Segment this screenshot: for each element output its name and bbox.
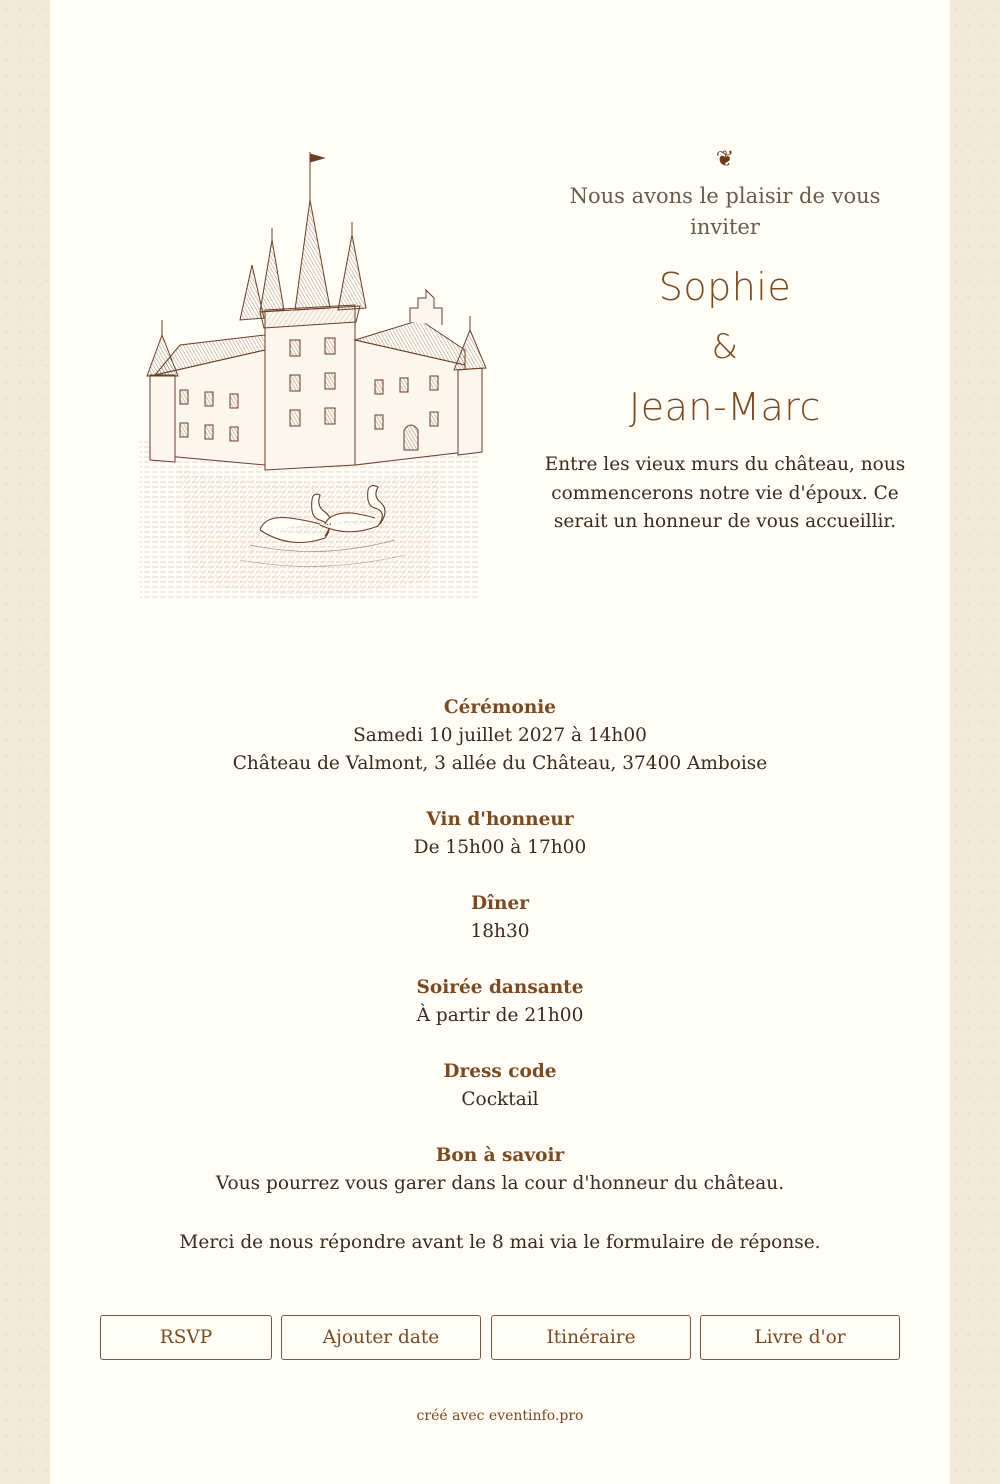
section-line: Château de Valmont, 3 allée du Château, 37400 Amboise <box>232 753 768 774</box>
section-title: Dîner <box>470 893 530 914</box>
intro-column <box>540 145 910 537</box>
reply-note: Merci de nous répondre avant le 8 mai via le formulaire de réponse. <box>179 1232 821 1253</box>
guestbook-button[interactable]: Livre d'or <box>700 1315 900 1360</box>
section-line: Vous pourrez vous garer dans la cour d'honneur du château. <box>215 1173 785 1194</box>
section-ceremony <box>0 694 1000 778</box>
groom-name: Jean-Marc <box>629 385 821 429</box>
section-title: Dress code <box>443 1061 557 1082</box>
invitation-message: Entre les vieux murs du château, nous commencerons notre vie d'époux. Ce serait un honneur de vous accueillir. <box>544 454 906 532</box>
section-dinner <box>0 890 1000 946</box>
section-dance <box>0 974 1000 1030</box>
section-line: Cocktail <box>461 1089 539 1110</box>
section-line: À partir de 21h00 <box>416 1005 584 1026</box>
castle-illustration <box>120 140 490 605</box>
itinerary-button[interactable]: Itinéraire <box>491 1315 691 1360</box>
section-title: Bon à savoir <box>435 1145 565 1166</box>
section-reception <box>0 806 1000 862</box>
rsvp-button[interactable]: RSVP <box>100 1315 272 1360</box>
invitation-line: Nous avons le plaisir de vous inviter <box>569 184 881 239</box>
ampersand: & <box>711 327 739 367</box>
details-list <box>0 694 1000 1226</box>
bride-name: Sophie <box>658 265 792 309</box>
section-line: 18h30 <box>470 921 530 942</box>
section-title: Soirée dansante <box>416 977 584 998</box>
section-good-to-know <box>0 1142 1000 1198</box>
section-dress-code <box>0 1058 1000 1114</box>
add-date-button[interactable]: Ajouter date <box>281 1315 481 1360</box>
couple-names <box>540 257 910 437</box>
section-title: Vin d'honneur <box>426 809 574 830</box>
section-title: Cérémonie <box>443 697 557 718</box>
section-line: De 15h00 à 17h00 <box>413 837 587 858</box>
footer-credit[interactable]: créé avec eventinfo.pro <box>416 1408 584 1424</box>
floral-heart-icon: ❦ <box>715 147 735 172</box>
section-line: Samedi 10 juillet 2027 à 14h00 <box>353 725 647 746</box>
